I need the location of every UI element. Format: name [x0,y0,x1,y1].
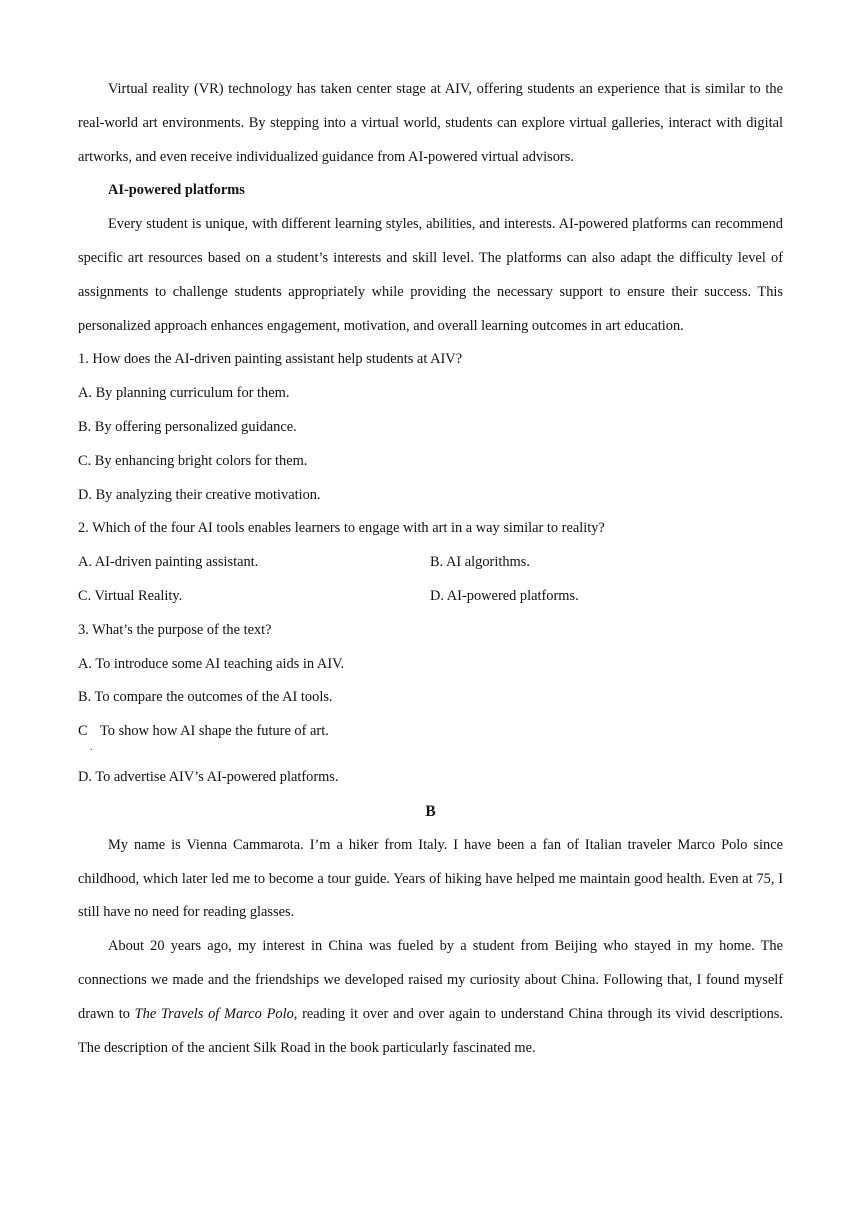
question-3-option-c [78,715,783,761]
passage-b-paragraph-2-end: , reading it over and over again to understand China through its vivid descriptions. The description of the ancient Silk Road in the book particularly fascinated me. [78,1005,783,1056]
question-3-stem: 3. What’s the purpose of the text? [78,621,272,638]
question-3-option-d: D. To advertise AIV’s AI-powered platforms. [78,769,339,786]
question-2-stem: 2. Which of the four AI tools enables learners to engage with art in a way similar to reality? [78,520,605,537]
question-2-option-b: B. AI algorithms. [430,554,530,571]
document-page [78,73,783,1065]
question-2-options-row-2 [78,580,783,614]
question-3-option-b: B. To compare the outcomes of the AI tools. [78,689,333,706]
passage-b-paragraph-2 [78,930,783,1065]
passage-b-paragraph-2-start: About 20 years ago, my interest in China was fueled by a student from Beijing who stayed in my home. The connections we made and the friendships we developed raised my curiosity about China. Following that, I found myself drawn to [78,938,783,1022]
passage-b-title: B [425,802,436,820]
question-1-stem: 1. How does the AI-driven painting assistant help students at AIV? [78,351,463,368]
question-1-option-d: D. By analyzing their creative motivation. [78,486,321,503]
question-2-option-c: C. Virtual Reality. [78,587,183,604]
question-2-options-row-1 [78,546,783,580]
question-3-option-c-text: To show how AI shape the future of art. [100,723,329,740]
paragraph-platforms: Every student is unique, with different learning styles, abilities, and interests. AI-powered platforms can recommend specific art resources based on a student’s interests and skill level. The platforms can also adapt the difficulty level of assignments to challenge students appropriately while providing the necessary support to ensure their success. This personalized approach enhances engagement, motivation, and overall learning outcomes in art education. [78,216,783,334]
question-1-option-b: B. By offering personalized guidance. [78,418,297,435]
section-heading: AI-powered platforms [108,182,245,199]
question-3-option-c-mark: . [90,742,93,754]
question-2-option-d: D. AI-powered platforms. [430,587,579,604]
paragraph-vr: Virtual reality (VR) technology has taken center stage at AIV, offering students an experience that is similar to the real-world art environments. By stepping into a virtual world, students can explore virtual galleries, interact with digital artworks, and even receive individualized guidance from AI-powered virtual advisors. [78,81,783,165]
passage-b-paragraph-1: My name is Vienna Cammarota. I’m a hiker from Italy. I have been a fan of Italian traveler Marco Polo since childhood, which later led me to become a tour guide. Years of hiking have helped me maintain good health. Even at 75, I still have no need for reading glasses. [78,836,783,921]
question-1-option-c: C. By enhancing bright colors for them. [78,452,308,469]
question-1-option-a: A. By planning curriculum for them. [78,385,290,402]
question-3-option-a: A. To introduce some AI teaching aids in AIV. [78,655,345,672]
question-3-option-c-letter: C [78,723,88,740]
book-title: The Travels of Marco Polo [134,1005,294,1022]
question-2-option-a: A. AI-driven painting assistant. [78,554,259,571]
